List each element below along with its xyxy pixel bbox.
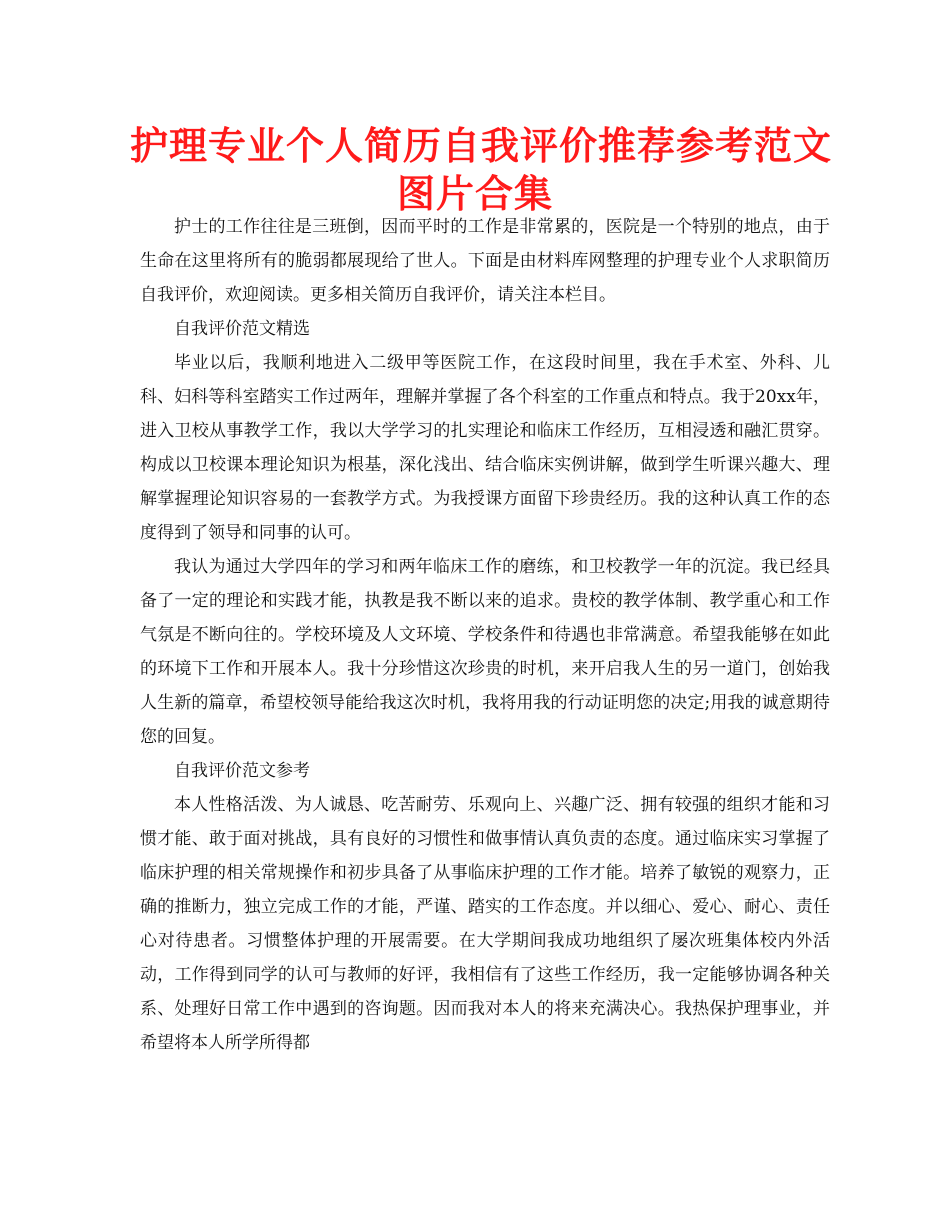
section2-paragraph-1: 本人性格活泼、为人诚恳、吃苦耐劳、乐观向上、兴趣广泛、拥有较强的组织才能和习惯才能、敢于面对挑战，具有良好的习惯性和做事情认真负责的态度。通过临床实习掌握了临床护理的相关常规操作和初步具备了从事临床护理的工作才能。培养了敏锐的观察力，正确的推断力，独立完成工作的才能，严谨、踏实的工作态度。并以细心、爱心、耐心、责任心对待患者。习惯整体护理的开展需要。在大学期间我成功地组织了屡次班集体校内外活动，工作得到同学的认可与教师的好评，我相信有了这些工作经历，我一定能够协调各种关系、处理好日常工作中遇到的咨询题。因而我对本人的将来充满决心。我热保护理事业，并希望将本人所学所得都 [140, 795, 830, 1053]
title-line-2: 图片合集 [396, 172, 553, 216]
section-heading-selected-samples: 自我评价范文精选 [174, 319, 310, 339]
section-heading-reference-samples: 自我评价范文参考 [174, 761, 310, 781]
section1-paragraph-1: 毕业以后，我顺利地进入二级甲等医院工作，在这段时间里，我在手术室、外科、儿科、妇科等科室踏实工作过两年，理解并掌握了各个科室的工作重点和特点。我于20xx年，进入卫校从事教学工作，我以大学学习的扎实理论和临床工作经历，互相浸透和融汇贯穿。构成以卫校课本理论知识为根基，深化浅出、结合临床实例讲解，做到学生听课兴趣大、理解掌握理论知识容易的一套教学方式。为我授课方面留下珍贵经历。我的这种认真工作的态度得到了领导和同事的认可。 [140, 353, 830, 543]
document-body [140, 210, 830, 1060]
section1-paragraph-2: 我认为通过大学四年的学习和两年临床工作的磨练，和卫校教学一年的沉淀。我已经具备了一定的理论和实践才能，执教是我不断以来的追求。贵校的教学体制、教学重心和工作气氛是不断向往的。学校环境及人文环境、学校条件和待遇也非常满意。希望我能够在如此的环境下工作和开展本人。我十分珍惜这次珍贵的时机，来开启我人生的另一道门，创始我人生新的篇章，希望校领导能给我这次时机，我将用我的行动证明您的决定;用我的诚意期待您的回复。 [140, 557, 830, 747]
title-line-1: 护理专业个人简历自我评价推荐参考范文 [130, 124, 833, 168]
document-title [130, 122, 833, 218]
intro-paragraph: 护士的工作往往是三班倒，因而平时的工作是非常累的，医院是一个特别的地点，由于生命在这里将所有的脆弱都展现给了世人。下面是由材料库网整理的护理专业个人求职简历自我评价，欢迎阅读。更多相关简历自我评价，请关注本栏目。 [140, 217, 830, 305]
